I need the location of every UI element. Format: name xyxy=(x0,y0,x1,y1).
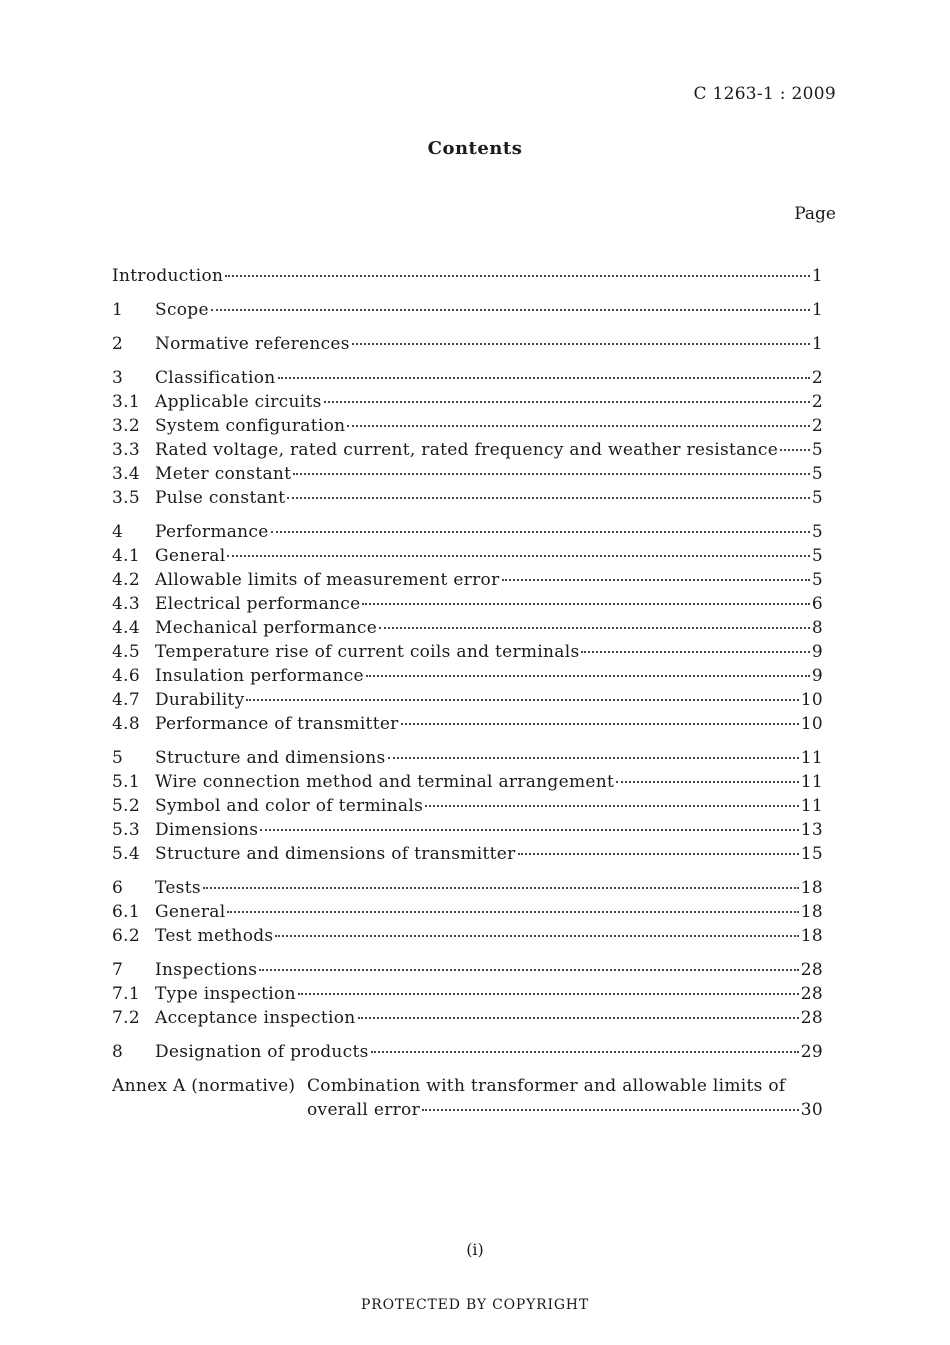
annex-body xyxy=(307,1074,823,1122)
toc-entry-title: Mechanical performance xyxy=(155,618,378,638)
toc-entry-number: 4.1 xyxy=(112,546,140,566)
toc-entry-page: 5 xyxy=(811,546,823,566)
table-of-contents xyxy=(112,264,823,1122)
toc-entry-page: 9 xyxy=(811,666,823,686)
toc-entry-title: Pulse constant xyxy=(155,488,286,508)
toc-entry-page: 1 xyxy=(811,334,823,354)
toc-entry-page: 11 xyxy=(800,772,823,792)
toc-entry-number: 4.5 xyxy=(112,642,140,662)
toc-entry-title: Wire connection method and terminal arrangement xyxy=(155,772,615,792)
toc-entry-title: Symbol and color of terminals xyxy=(155,796,424,816)
toc-entry-number: 5.1 xyxy=(112,772,140,792)
toc-entry[interactable] xyxy=(112,664,823,688)
toc-entry-number: 3.4 xyxy=(112,464,140,484)
dot-leader xyxy=(347,421,810,427)
toc-group xyxy=(112,958,823,1030)
annex-title-line2-row xyxy=(307,1098,823,1122)
dot-leader xyxy=(271,527,810,533)
toc-entry-number: 4.8 xyxy=(112,714,140,734)
toc-entry-number: 3.1 xyxy=(112,392,140,412)
annex-title-line1: Combination with transformer and allowable limits of xyxy=(307,1076,786,1096)
toc-group xyxy=(112,332,823,356)
toc-group xyxy=(112,746,823,866)
toc-entry-title: System configuration xyxy=(155,416,346,436)
toc-entry-title: Meter constant xyxy=(155,464,292,484)
toc-entry[interactable] xyxy=(112,1006,823,1030)
toc-entry[interactable] xyxy=(112,486,823,510)
toc-entry-introduction[interactable] xyxy=(112,264,823,288)
toc-entry-number: 6.2 xyxy=(112,926,140,946)
dot-leader xyxy=(278,373,810,379)
toc-entry-title: Performance xyxy=(155,522,269,542)
dot-leader xyxy=(518,849,799,855)
toc-entry-title: Insulation performance xyxy=(155,666,364,686)
toc-entry[interactable] xyxy=(112,746,823,770)
toc-entry[interactable] xyxy=(112,1040,823,1064)
toc-entry[interactable] xyxy=(112,982,823,1006)
toc-entry-title: Classification xyxy=(155,368,276,388)
toc-entry-page: 9 xyxy=(811,642,823,662)
toc-entry[interactable] xyxy=(112,900,823,924)
toc-entry[interactable] xyxy=(112,390,823,414)
toc-entry-page: 2 xyxy=(811,392,823,412)
toc-entry-page: 2 xyxy=(811,368,823,388)
dot-leader xyxy=(227,907,798,913)
dot-leader xyxy=(225,271,810,277)
dot-leader xyxy=(227,551,809,557)
toc-entry-title: Acceptance inspection xyxy=(155,1008,356,1028)
annex-label: Annex A (normative) xyxy=(112,1076,296,1096)
toc-entry[interactable] xyxy=(112,298,823,322)
document-code: C 1263-1 : 2009 xyxy=(693,84,836,104)
dot-leader xyxy=(293,469,810,475)
dot-leader xyxy=(366,671,810,677)
toc-entry-page: 15 xyxy=(800,844,823,864)
dot-leader xyxy=(287,493,809,499)
toc-entry-number: 8 xyxy=(112,1042,124,1062)
toc-entry-number: 5.2 xyxy=(112,796,140,816)
toc-entry-title: Test methods xyxy=(155,926,274,946)
toc-entry[interactable] xyxy=(112,616,823,640)
toc-entry-page: 10 xyxy=(800,714,823,734)
page-column-label: Page xyxy=(794,204,836,224)
toc-entry-page: 5 xyxy=(811,488,823,508)
toc-entry-page: 29 xyxy=(800,1042,823,1062)
toc-entry-title: General xyxy=(155,546,226,566)
toc-entry[interactable] xyxy=(112,958,823,982)
toc-entry-title: Allowable limits of measurement error xyxy=(155,570,500,590)
dot-leader xyxy=(362,599,809,605)
toc-entry-number: 4 xyxy=(112,522,124,542)
toc-entry-page: 1 xyxy=(811,266,823,286)
toc-entry-page: 28 xyxy=(800,984,823,1004)
toc-entry-title: Structure and dimensions xyxy=(155,748,386,768)
toc-entry-title: Type inspection xyxy=(155,984,296,1004)
toc-entry-title: Performance of transmitter xyxy=(155,714,399,734)
toc-entry-title: Scope xyxy=(155,300,209,320)
toc-entry[interactable] xyxy=(112,794,823,818)
toc-entry-number: 4.6 xyxy=(112,666,140,686)
toc-entry-page: 18 xyxy=(800,878,823,898)
toc-entry[interactable] xyxy=(112,520,823,544)
toc-entry-title: Designation of products xyxy=(155,1042,369,1062)
dot-leader xyxy=(422,1105,799,1111)
toc-entry-page: 5 xyxy=(811,522,823,542)
toc-entry-page: 2 xyxy=(811,416,823,436)
toc-entry-number: 5 xyxy=(112,748,124,768)
page-number: (i) xyxy=(466,1240,484,1259)
toc-entry-title: Electrical performance xyxy=(155,594,361,614)
dot-leader xyxy=(358,1013,799,1019)
dot-leader xyxy=(203,883,799,889)
toc-entry-number: 3.2 xyxy=(112,416,140,436)
toc-entry-title: Introduction xyxy=(112,266,224,286)
toc-entry-page: 10 xyxy=(800,690,823,710)
toc-group xyxy=(112,520,823,736)
toc-entry-number: 6 xyxy=(112,878,124,898)
toc-entry-page: 18 xyxy=(800,902,823,922)
dot-leader xyxy=(401,719,799,725)
toc-entry[interactable] xyxy=(112,712,823,736)
dot-leader xyxy=(581,647,809,653)
toc-entry[interactable] xyxy=(112,842,823,866)
toc-entry-title: Durability xyxy=(155,690,245,710)
toc-entry-number: 1 xyxy=(112,300,124,320)
toc-entry-annex-a[interactable] xyxy=(112,1074,823,1122)
toc-entry-number: 3.5 xyxy=(112,488,140,508)
toc-entry-number: 6.1 xyxy=(112,902,140,922)
dot-leader xyxy=(371,1047,799,1053)
toc-entry-number: 4.7 xyxy=(112,690,140,710)
toc-entry-number: 7.2 xyxy=(112,1008,140,1028)
toc-entry-page: 28 xyxy=(800,960,823,980)
toc-entry[interactable] xyxy=(112,366,823,390)
toc-entry-page: 13 xyxy=(800,820,823,840)
toc-entry-title: Structure and dimensions of transmitter xyxy=(155,844,516,864)
copyright-notice: PROTECTED BY COPYRIGHT xyxy=(361,1297,589,1313)
toc-sections xyxy=(112,298,823,1064)
toc-entry-number: 5.3 xyxy=(112,820,140,840)
dot-leader xyxy=(616,777,799,783)
dot-leader xyxy=(352,339,810,345)
toc-entry-page: 11 xyxy=(800,796,823,816)
dot-leader xyxy=(425,801,799,807)
toc-entry-title: Rated voltage, rated current, rated frequency and weather resistance xyxy=(155,440,779,460)
toc-entry[interactable] xyxy=(112,438,823,462)
toc-entry-page: 6 xyxy=(811,594,823,614)
toc-entry-title: Inspections xyxy=(155,960,258,980)
dot-leader xyxy=(246,695,798,701)
toc-entry[interactable] xyxy=(112,592,823,616)
toc-entry[interactable] xyxy=(112,544,823,568)
toc-entry-title: Dimensions xyxy=(155,820,259,840)
toc-entry-title: Tests xyxy=(155,878,201,898)
dot-leader xyxy=(275,931,798,937)
toc-entry-title: Normative references xyxy=(155,334,350,354)
toc-entry[interactable] xyxy=(112,462,823,486)
toc-entry-title: General xyxy=(155,902,226,922)
toc-entry[interactable] xyxy=(112,818,823,842)
dot-leader xyxy=(324,397,810,403)
annex-title-line2: overall error xyxy=(307,1100,421,1120)
toc-entry-page: 5 xyxy=(811,570,823,590)
toc-entry[interactable] xyxy=(112,640,823,664)
toc-entry-number: 7 xyxy=(112,960,124,980)
dot-leader xyxy=(379,623,810,629)
toc-entry-number: 3.3 xyxy=(112,440,140,460)
toc-group xyxy=(112,876,823,948)
dot-leader xyxy=(388,753,799,759)
toc-entry[interactable] xyxy=(112,414,823,438)
dot-leader xyxy=(260,825,799,831)
toc-entry-number: 4.4 xyxy=(112,618,140,638)
toc-entry-page: 11 xyxy=(800,748,823,768)
toc-entry[interactable] xyxy=(112,688,823,712)
toc-entry-number: 4.3 xyxy=(112,594,140,614)
toc-entry-number: 7.1 xyxy=(112,984,140,1004)
toc-group xyxy=(112,298,823,322)
toc-entry-title: Temperature rise of current coils and terminals xyxy=(155,642,580,662)
toc-entry[interactable] xyxy=(112,876,823,900)
dot-leader xyxy=(502,575,810,581)
dot-leader xyxy=(211,305,810,311)
toc-entry-number: 4.2 xyxy=(112,570,140,590)
toc-entry[interactable] xyxy=(112,924,823,948)
toc-entry[interactable] xyxy=(112,332,823,356)
toc-entry-number: 5.4 xyxy=(112,844,140,864)
toc-entry-page: 1 xyxy=(811,300,823,320)
toc-entry[interactable] xyxy=(112,770,823,794)
toc-entry[interactable] xyxy=(112,568,823,592)
dot-leader xyxy=(780,445,810,451)
toc-entry-page: 30 xyxy=(800,1100,823,1120)
toc-entry-number: 2 xyxy=(112,334,124,354)
contents-title: Contents xyxy=(427,138,523,159)
dot-leader xyxy=(259,965,798,971)
toc-entry-page: 8 xyxy=(811,618,823,638)
toc-group-introduction xyxy=(112,264,823,288)
toc-entry-page: 5 xyxy=(811,440,823,460)
toc-entry-page: 5 xyxy=(811,464,823,484)
dot-leader xyxy=(298,989,799,995)
toc-group xyxy=(112,1040,823,1064)
toc-entry-number: 3 xyxy=(112,368,124,388)
toc-entry-page: 28 xyxy=(800,1008,823,1028)
toc-entry-title: Applicable circuits xyxy=(155,392,322,412)
toc-group xyxy=(112,366,823,510)
toc-entry-page: 18 xyxy=(800,926,823,946)
